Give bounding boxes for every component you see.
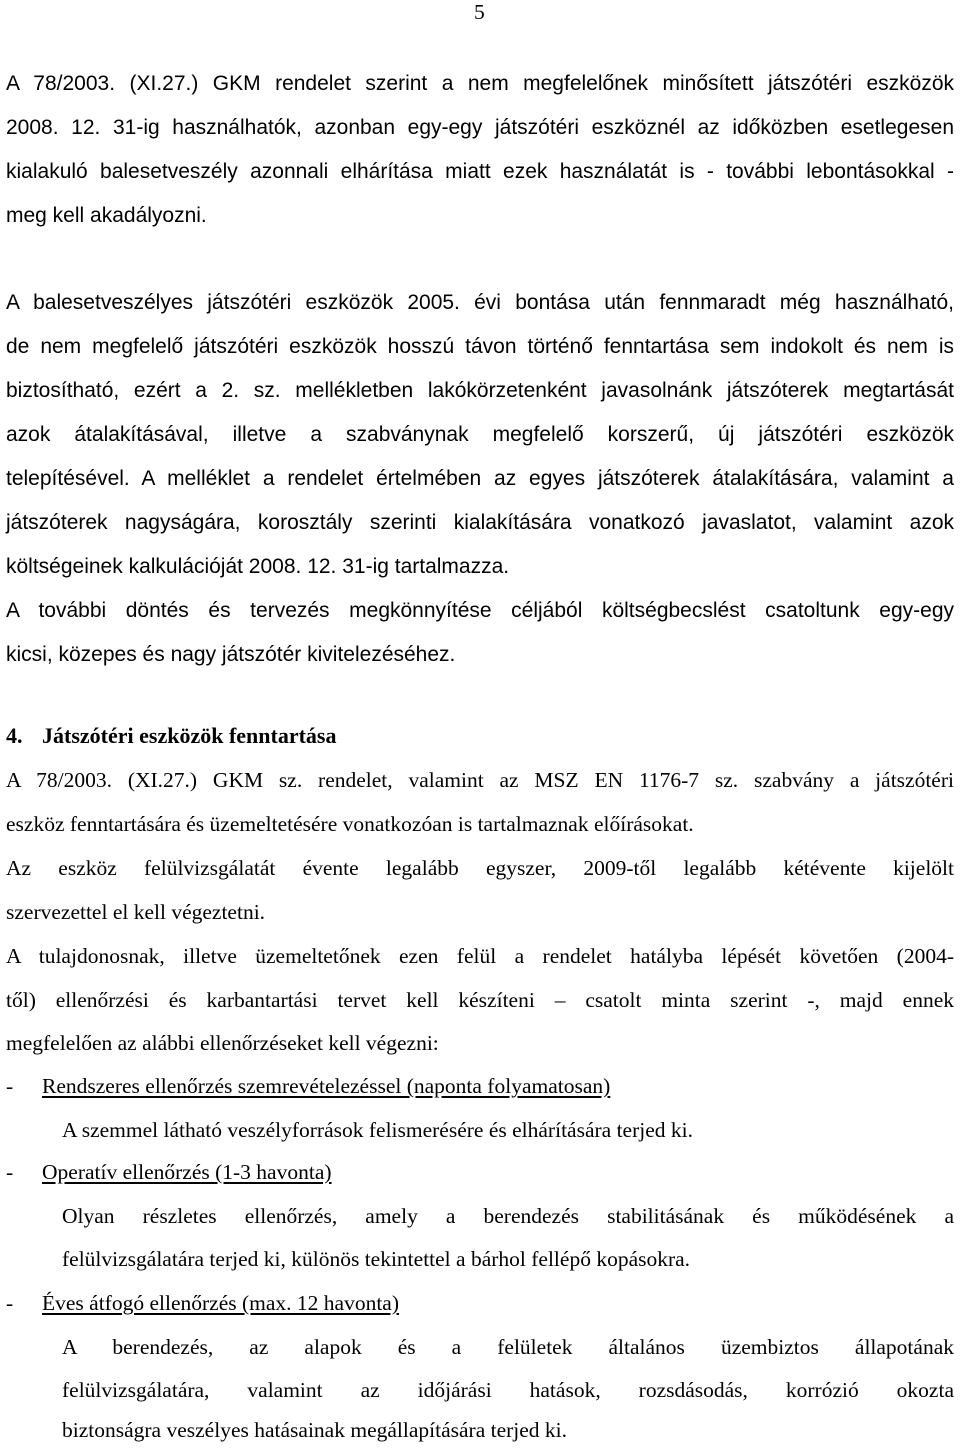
para2-line-8: A további döntés és tervezés megkönnyítése céljából költségbecslést csatoltunk egy-egy: [6, 599, 954, 622]
para2-line-2: de nem megfelelő játszótéri eszközök hosszú távon történő fenntartása sem indokolt és nem is: [6, 335, 954, 358]
section-line-5: A tulajdonosnak, illetve üzemeltetőnek ezen felül a rendelet hatályba lépését követően (2004-: [6, 944, 954, 968]
para2-line-4: azok átalakításával, illetve a szabványnak megfelelő korszerű, új játszótéri eszközök: [6, 423, 954, 446]
check-2-line-1: Olyan részletes ellenőrzés, amely a berendezés stabilitásának és működésének a: [62, 1204, 954, 1228]
para2-line-9: kicsi, közepes és nagy játszótér kivitelezéséhez.: [6, 643, 456, 666]
check-2-line-2: felülvizsgálatára terjed ki, különös tekintettel a bárhol fellépő kopásokra.: [62, 1247, 691, 1271]
intro-line-2: 2008. 12. 31-ig használhatók, azonban egy-egy játszótéri eszköznél az időközben esetlegesen: [6, 116, 954, 139]
check-2-dash: -: [6, 1160, 14, 1184]
check-3-dash: -: [6, 1291, 14, 1315]
check-1-dash: -: [6, 1074, 14, 1098]
check-1-line-1: A szemmel látható veszélyforrások felismerésére és elhárítására terjed ki.: [62, 1118, 693, 1142]
section-line-3: Az eszköz felülvizsgálatát évente legalább egyszer, 2009-től legalább kétévente kijelölt: [6, 856, 954, 880]
page-number: 5: [474, 0, 485, 24]
section-title: Játszótéri eszközök fenntartása: [42, 723, 337, 748]
section-line-1: A 78/2003. (XI.27.) GKM sz. rendelet, valamint az MSZ EN 1176-7 sz. szabvány a játszótéri: [6, 768, 954, 792]
para2-line-3: biztosítható, ezért a 2. sz. mellékletben lakókörzetenként javasolnánk játszóterek megtartását: [6, 379, 954, 402]
section-line-4: szervezettel el kell végeztetni.: [6, 900, 266, 924]
section-line-7: megfelelően az alábbi ellenőrzéseket kell végezni:: [6, 1031, 439, 1055]
section-line-2: eszköz fenntartására és üzemeltetésére vonatkozóan is tartalmaznak előírásokat.: [6, 812, 694, 836]
para2-line-5: telepítésével. A melléklet a rendelet értelmében az egyes játszóterek átalakítására, valamint a: [6, 467, 954, 490]
check-1-title: Rendszeres ellenőrzés szemrevételezéssel (naponta folyamatosan): [42, 1074, 611, 1098]
para2-line-7: költségeinek kalkulációját 2008. 12. 31-ig tartalmazza.: [6, 555, 510, 578]
check-3-line-1: A berendezés, az alapok és a felületek általános üzembiztos állapotának: [62, 1335, 954, 1359]
intro-line-1: A 78/2003. (XI.27.) GKM rendelet szerint a nem megfelelőnek minősített játszótéri eszközök: [6, 72, 954, 95]
intro-line-4: meg kell akadályozni.: [6, 204, 207, 227]
para2-line-6: játszóterek nagyságára, korosztály szerinti kialakítására vonatkozó javaslatot, valamint azok: [6, 511, 954, 534]
para2-line-1: A balesetveszélyes játszótéri eszközök 2005. évi bontása után fennmaradt még használható,: [6, 291, 954, 314]
check-3-line-3: biztonságra veszélyes hatásainak megállapítására terjed ki.: [62, 1418, 568, 1442]
section-heading: [6, 722, 337, 750]
check-3-title: Éves átfogó ellenőrzés (max. 12 havonta): [42, 1291, 400, 1315]
check-2-title: Operatív ellenőrzés (1-3 havonta): [42, 1160, 332, 1184]
section-number: 4.: [6, 723, 23, 748]
section-line-6: től) ellenőrzési és karbantartási tervet kell készíteni – csatolt minta szerint -, majd ennek: [6, 988, 954, 1012]
check-3-line-2: felülvizsgálatára, valamint az időjárási hatások, rozsdásodás, korrózió okozta: [62, 1378, 954, 1402]
intro-line-3: kialakuló balesetveszély azonnali elhárítása miatt ezek használatát is - további lebontásokkal -: [6, 160, 954, 183]
